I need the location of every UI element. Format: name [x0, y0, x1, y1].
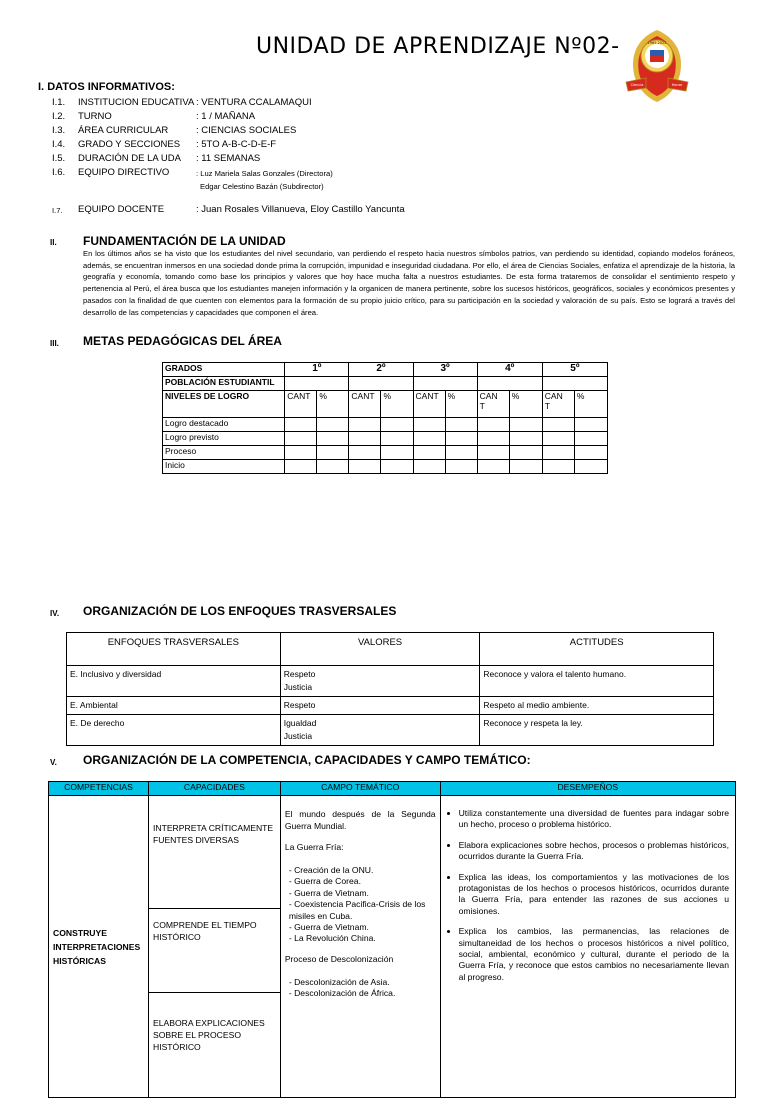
datos-row: I.5. DURACIÓN DE LA UDA : 11 SEMANAS — [52, 153, 261, 164]
directivo-subdirector: Edgar Celestino Bazán (Subdirector) — [200, 182, 324, 191]
desempeno-item: • Elabora explicaciones sobre hechos, procesos o problemas históricos, ocurridos durante la Guerra Fría. — [459, 840, 729, 863]
column-header: ACTITUDES — [480, 633, 714, 666]
table-cell: CAN T — [477, 391, 509, 418]
table-row — [163, 432, 608, 446]
section-number: II. — [50, 238, 57, 247]
table-cell: Igualdad Justicia — [280, 715, 480, 746]
competencia-cell: CONSTRUYE INTERPRETACIONES HISTÓRICAS — [49, 796, 149, 1098]
table-cell: CANT — [349, 391, 381, 418]
table-cell: % — [317, 391, 349, 418]
table-cell: CANT — [413, 391, 445, 418]
datos-row: I.6. EQUIPO DIRECTIVO : Luz Mariela Salas Gonzales (Directora) — [52, 167, 333, 178]
grade-header: 5º — [542, 363, 607, 377]
table-row — [49, 796, 736, 909]
datos-row: I.3. ÁREA CURRICULAR : CIENCIAS SOCIALES — [52, 125, 297, 136]
column-header: ENFOQUES TRASVERSALES — [67, 633, 281, 666]
desempeno-item: • Explica las ideas, los comportamientos y las motivaciones de los protagonistas de los hechos o procesos históricos, ocurridos durante la Guerra Fría, para entender las razones de sus acciones u omisiones. — [459, 872, 729, 918]
table-cell: Reconoce y valora el talento humano. — [480, 666, 714, 697]
school-seal-logo — [624, 28, 690, 104]
section-heading-enfoques: ORGANIZACIÓN DE LOS ENFOQUES TRASVERSALES — [83, 604, 397, 618]
table-cell: E. De derecho — [67, 715, 281, 746]
fundamentacion-paragraph: En los últimos años se ha visto que los estudiantes del nivel secundario, van perdiendo el respeto hacia nuestros símbolos patrios, van perdiendo su identidad, copiando modelos foráneos, además, se encuentran inmersos en una sociedad donde prima la corrupción, impunidad e inseguridad ciudadana. Por ello, el área de Ciencias Sociales, enfatiza el aprendizaje de la historia, la geografía y economía, tomando como base los principios y valores que hoy hace mucha falta a nuestros estudiantes. De esta forma trataremos de consolidar el sentimiento respeto y pertenencia al Perú, el área busca que los estudiantes manejen información y la organicen de manera pertinente, sobre los sucesos históricos, geográficos, sociales y económicos presentes y pasados con la finalidad de que cuenten con elementos para la formación de su propio juicio crítico, para su participación en la sociedad y valoración de su país. Esto se logrará a través del desarrollo de las competencias y capacidades que componen el área. — [83, 249, 735, 317]
table-cell: % — [509, 391, 542, 418]
table-cell: Proceso — [163, 446, 285, 460]
table-cell: Inicio — [163, 460, 285, 474]
table-cell: % — [381, 391, 413, 418]
datos-row-docente: I.7. EQUIPO DOCENTE : Juan Rosales Villanueva, Eloy Castillo Yancunta — [52, 204, 405, 215]
datos-row: I.1. INSTITUCION EDUCATIVA : VENTURA CCALAMAQUI — [52, 97, 312, 108]
column-header: CAPACIDADES — [148, 782, 280, 796]
datos-row: I.4. GRADO Y SECCIONES : 5TO A-B-C-D-E-F — [52, 139, 277, 150]
section-number: V. — [50, 758, 57, 767]
section-heading-fundamentacion: FUNDAMENTACIÓN DE LA UNIDAD — [83, 234, 286, 248]
datos-list — [52, 97, 552, 227]
table-header-row — [49, 782, 736, 796]
table-cell: Respeto al medio ambiente. — [480, 697, 714, 715]
capacidad-cell: ELABORA EXPLICACIONES SOBRE EL PROCESO HISTÓRICO — [148, 993, 280, 1098]
section-heading-competencia: ORGANIZACIÓN DE LA COMPETENCIA, CAPACIDADES Y CAMPO TEMÁTICO: — [83, 753, 531, 767]
table-row — [163, 377, 608, 391]
grade-header: 2º — [349, 363, 413, 377]
column-header: DESEMPEÑOS — [440, 782, 735, 796]
table-cell: % — [445, 391, 477, 418]
table-cell: Respeto Justicia — [280, 666, 480, 697]
table-header-row — [67, 633, 714, 666]
section-number: III. — [50, 339, 59, 348]
table-row — [163, 391, 608, 418]
table-cell: CAN T — [542, 391, 574, 418]
table-row — [67, 666, 714, 697]
table-cell: Reconoce y respeta la ley. — [480, 715, 714, 746]
table-cell: POBLACIÓN ESTUDIANTIL — [163, 377, 285, 391]
desempenos-cell — [440, 796, 735, 1098]
desempeno-item: • Explica los cambios, las permanencias, las relaciones de simultaneidad de los hechos o procesos históricos a nivel político, social, ambiental, económico y cultural, durante el periodo de la Guerra Fría, y reconoce que estos cambios no necesariamente llevan al progreso. — [459, 926, 729, 983]
section-heading-datos: I. DATOS INFORMATIVOS: — [38, 81, 175, 93]
metas-table — [162, 362, 608, 474]
grade-header: 3º — [413, 363, 477, 377]
grade-header: 1º — [285, 363, 349, 377]
page-title: UNIDAD DE APRENDIZAJE Nº02- — [256, 34, 620, 59]
desempeno-item: • Utiliza constantemente una diversidad de fuentes para indagar sobre un hecho, proceso o problema histórico. — [459, 808, 729, 831]
svg-text:Honor: Honor — [671, 83, 683, 87]
table-cell: Logro destacado — [163, 418, 285, 432]
table-cell: GRADOS — [163, 363, 285, 377]
section-number: IV. — [50, 609, 60, 618]
competencia-table — [48, 781, 736, 1098]
enfoques-table — [66, 632, 714, 746]
svg-text:Ciencia: Ciencia — [630, 83, 644, 87]
capacidad-cell: COMPRENDE EL TIEMPO HISTÓRICO — [148, 909, 280, 993]
column-header: COMPETENCIAS — [49, 782, 149, 796]
grade-header: 4º — [477, 363, 542, 377]
table-row — [67, 697, 714, 715]
table-cell: CANT — [285, 391, 317, 418]
table-cell: E. Inclusivo y diversidad — [67, 666, 281, 697]
table-row — [163, 418, 608, 432]
section-heading-metas: METAS PEDAGÓGICAS DEL ÁREA — [83, 334, 282, 348]
svg-text:1965 2022: 1965 2022 — [647, 41, 667, 45]
table-cell: E. Ambiental — [67, 697, 281, 715]
table-row — [67, 715, 714, 746]
table-cell: NIVELES DE LOGRO — [163, 391, 285, 418]
table-cell: Logro previsto — [163, 432, 285, 446]
table-row — [163, 460, 608, 474]
table-row — [163, 446, 608, 460]
column-header: CAMPO TEMÁTICO — [280, 782, 440, 796]
table-cell: % — [574, 391, 607, 418]
datos-row: I.2. TURNO : 1 / MAÑANA — [52, 111, 256, 122]
column-header: VALORES — [280, 633, 480, 666]
campo-tematico-cell: El mundo después de la Segunda Guerra Mundial. La Guerra Fría: - Creación de la ONU. - Guerra de Corea. - Guerra de Vietnam. - Coexistencia Pacifica-Crisis de los misiles en Cuba. - Guerra de Vietnam. - La Revolución China. Proceso de Descolonización - Descolonización de Asia. - Descolonización de África. — [280, 796, 440, 1098]
table-row — [163, 363, 608, 377]
table-cell: Respeto — [280, 697, 480, 715]
capacidad-cell: INTERPRETA CRÍTICAMENTE FUENTES DIVERSAS — [148, 796, 280, 909]
